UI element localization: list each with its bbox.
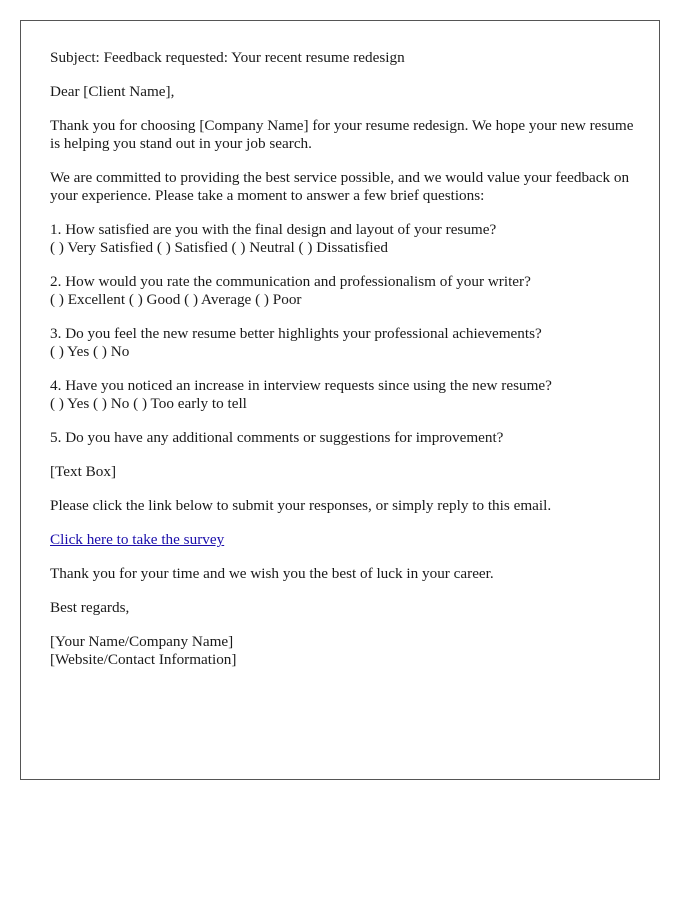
question-4-text: 4. Have you noticed an increase in interview requests since using the new resume? [50, 377, 552, 394]
question-1-text: 1. How satisfied are you with the final design and layout of your resume? [50, 221, 497, 238]
signature-name: [Your Name/Company Name] [50, 633, 234, 650]
subject-line: Subject: Feedback requested: Your recent resume redesign [50, 49, 405, 66]
question-2 [50, 273, 640, 309]
signature-contact: [Website/Contact Information] [50, 651, 237, 668]
question-3 [50, 325, 640, 361]
text-box-placeholder: [Text Box] [50, 463, 116, 480]
sign-off: Best regards, [50, 599, 130, 616]
question-5 [50, 429, 640, 447]
question-3-options: ( ) Yes ( ) No [50, 343, 130, 360]
survey-link-paragraph [50, 531, 640, 549]
question-1-options: ( ) Very Satisfied ( ) Satisfied ( ) Neutral ( ) Dissatisfied [50, 239, 388, 256]
closing-thanks: Thank you for your time and we wish you the best of luck in your career. [50, 565, 494, 582]
letter-body [50, 49, 640, 669]
survey-link[interactable]: Click here to take the survey [50, 531, 225, 548]
question-1 [50, 221, 640, 257]
intro-paragraph: Thank you for choosing [Company Name] for your resume redesign. We hope your new resume is helping you stand out in your job search. [50, 117, 634, 152]
letter-frame [20, 20, 660, 780]
question-2-text: 2. How would you rate the communication and professionalism of your writer? [50, 273, 531, 290]
commitment-paragraph: We are committed to providing the best service possible, and we would value your feedback on your experience. Please take a moment to answer a few brief questions: [50, 169, 630, 204]
greeting: Dear [Client Name], [50, 83, 175, 100]
question-5-text: 5. Do you have any additional comments or suggestions for improvement? [50, 429, 504, 446]
question-4 [50, 377, 640, 413]
signature-block [50, 633, 640, 669]
submit-instruction: Please click the link below to submit your responses, or simply reply to this email. [50, 497, 552, 514]
question-3-text: 3. Do you feel the new resume better highlights your professional achievements? [50, 325, 542, 342]
question-2-options: ( ) Excellent ( ) Good ( ) Average ( ) Poor [50, 291, 302, 308]
question-4-options: ( ) Yes ( ) No ( ) Too early to tell [50, 395, 247, 412]
